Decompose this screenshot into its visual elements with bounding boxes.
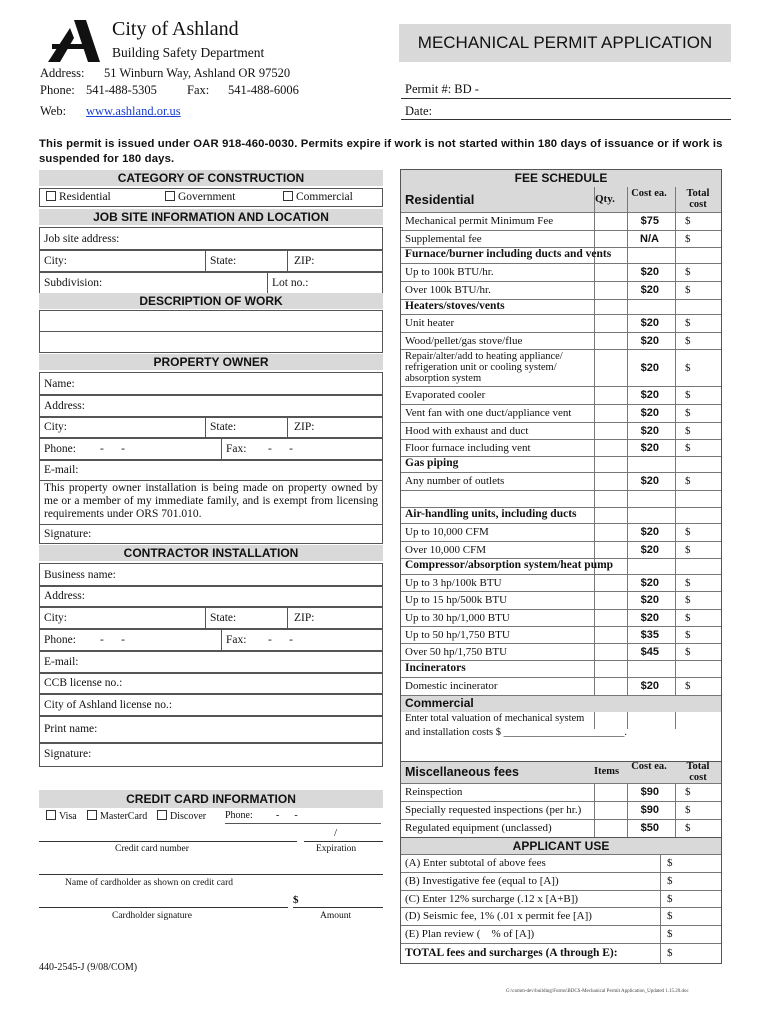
fee-total: $: [685, 407, 691, 419]
applicant-desc: (A) Enter subtotal of above fees: [405, 857, 546, 869]
fee-cost: $90: [640, 786, 659, 798]
fee-cost: $20: [640, 475, 659, 487]
jobsite-city-label: City:: [44, 255, 68, 267]
items-column-header: Items: [594, 766, 620, 777]
air-section-title: Air-handling units, including ducts: [405, 508, 577, 520]
fee-cost: $20: [640, 442, 659, 454]
fee-desc: Repair/alter/add to heating appliance/ refrigeration unit or cooling system/ absorption system: [405, 351, 563, 384]
applicant-dollar: $: [667, 928, 673, 940]
amount-dollar-sign: $: [293, 894, 299, 906]
jobsite-header: JOB SITE INFORMATION AND LOCATION: [39, 209, 383, 225]
contractor-header: CONTRACTOR INSTALLATION: [39, 545, 383, 561]
form-title: MECHANICAL PERMIT APPLICATION: [399, 24, 731, 62]
owner-zip-field[interactable]: [287, 417, 383, 438]
fee-desc: Any number of outlets: [405, 475, 505, 487]
permit-notice: This permit is issued under OAR 918-460-0030. Permits expire if work is not started within 180 days of issuance or if work is suspended for 180 days.: [39, 138, 723, 165]
fee-row-reinspection: [401, 783, 721, 801]
mastercard-checkbox[interactable]: [87, 810, 147, 822]
fee-desc: Unit heater: [405, 317, 455, 329]
commercial-section-title: Commercial: [405, 696, 474, 710]
commercial-valuation-text: Enter total valuation of mechanical system: [405, 713, 585, 724]
checkbox-icon: [283, 191, 293, 201]
fee-row-special-inspection: [401, 801, 721, 819]
fee-total: $: [685, 544, 691, 556]
owner-address-field[interactable]: [39, 395, 383, 417]
date-label: Date:: [405, 104, 433, 118]
print-name-label: Print name:: [44, 723, 98, 735]
fee-row-comp-1: [401, 574, 721, 592]
commercial-checkbox[interactable]: [283, 191, 353, 203]
fee-row-heater-6: [401, 422, 721, 440]
owner-email-label: E-mail:: [44, 464, 79, 476]
web-label: Web:: [40, 104, 67, 118]
compressor-section-title: Compressor/absorption system/heat pump: [405, 559, 614, 571]
owner-city-label: City:: [44, 421, 68, 433]
fee-row-comp-2: [401, 591, 721, 609]
applicant-row-c[interactable]: [401, 890, 721, 908]
applicant-dollar: $: [667, 947, 673, 959]
residential-section-title: Residential: [405, 192, 475, 207]
fee-total: $: [685, 266, 691, 278]
fee-row-incinerator: [401, 677, 721, 695]
subdivision-field[interactable]: [39, 272, 268, 294]
city-logo: [48, 20, 100, 62]
owner-phone-field[interactable]: [39, 438, 222, 460]
fee-desc: Over 100k BTU/hr.: [405, 284, 491, 296]
fee-desc: Up to 3 hp/100k BTU: [405, 577, 502, 589]
fee-total: $: [685, 612, 691, 624]
fee-row-heater-2: [401, 332, 721, 350]
credit-card-header: CREDIT CARD INFORMATION: [39, 790, 383, 808]
fee-total: $: [685, 577, 691, 589]
fee-desc: Wood/pellet/gas stove/flue: [405, 335, 523, 347]
fee-cost: $35: [640, 629, 659, 641]
phone-label: Phone:: [40, 83, 75, 97]
contractor-zip-label: ZIP:: [294, 612, 315, 624]
fee-row-air-2: [401, 541, 721, 559]
contractor-email-label: E-mail:: [44, 656, 79, 668]
amount-line[interactable]: [293, 907, 383, 908]
owner-exemption-statement: This property owner installation is being made on property owned by me or a member of my immediate family, and is exempt from licensing requirements under ORS 701.010.: [44, 482, 378, 520]
fee-total: $: [685, 646, 691, 658]
fee-desc: Evaporated cooler: [405, 389, 486, 401]
subdivision-label: Subdivision:: [44, 277, 103, 289]
fee-cost: $20: [640, 594, 659, 606]
applicant-row-e[interactable]: [401, 925, 721, 943]
fee-row-comp-5: [401, 643, 721, 661]
fee-row-air-1: [401, 523, 721, 541]
fee-cost: $20: [640, 284, 659, 296]
mastercard-label: MasterCard: [100, 811, 148, 822]
discover-label: Discover: [170, 811, 207, 822]
cardholder-signature-label: Cardholder signature: [112, 911, 192, 921]
contractor-address-field[interactable]: [39, 586, 383, 607]
fee-desc: Mechanical permit Minimum Fee: [405, 215, 554, 227]
contractor-signature-label: Signature:: [44, 748, 92, 760]
expiration-slash: /: [334, 827, 338, 839]
fee-total: $: [685, 362, 691, 374]
fee-row-heater-7: [401, 439, 721, 457]
fee-desc: Up to 15 hp/500k BTU: [405, 594, 508, 606]
jobsite-address-field[interactable]: [39, 227, 383, 250]
address-label: Address:: [40, 66, 85, 80]
fee-total: $: [685, 233, 691, 245]
visa-label: Visa: [59, 811, 77, 822]
applicant-total-label: TOTAL fees and surcharges (A through E):: [405, 947, 618, 959]
fee-row-comp-4: [401, 626, 721, 644]
file-path: G:\comm-dev\building\Forms\BDCS-Mechanical Permit Application_Updated 1.15.20.doc: [506, 989, 689, 994]
fee-desc: Up to 50 hp/1,750 BTU: [405, 629, 510, 641]
card-number-label: Credit card number: [115, 844, 189, 854]
owner-phone-label: Phone:: [44, 443, 76, 455]
misc-fees-title: Miscellaneous fees: [405, 765, 519, 779]
contractor-state-field[interactable]: [205, 607, 288, 629]
cardholder-signature-line[interactable]: [39, 907, 288, 908]
qty-column-header: Qty.: [595, 193, 615, 205]
fee-desc: Regulated equipment (unclassed): [405, 822, 552, 834]
gas-section-title: Gas piping: [405, 457, 459, 469]
owner-zip-label: ZIP:: [294, 421, 315, 433]
applicant-desc: (D) Seismic fee, 1% (.01 x permit fee [A]): [405, 910, 592, 922]
card-number-line[interactable]: [39, 841, 297, 842]
contractor-phone-label: Phone:: [44, 634, 76, 646]
fee-cost: $20: [640, 335, 659, 347]
fee-cost: $75: [640, 215, 659, 227]
contractor-state-label: State:: [210, 612, 237, 624]
fee-desc: Floor furnace including vent: [405, 442, 531, 454]
web-link[interactable]: www.ashland.or.us: [86, 104, 181, 118]
government-checkbox[interactable]: [165, 191, 235, 203]
owner-signature-label: Signature:: [44, 528, 92, 540]
fee-total: $: [685, 442, 691, 454]
fee-total: $: [685, 822, 691, 834]
form-number: 440-2545-J (9/08/COM): [39, 962, 138, 973]
applicant-desc: (C) Enter 12% surcharge (.12 x [A+B]): [405, 893, 579, 905]
applicant-dollar: $: [667, 910, 673, 922]
jobsite-zip-label: ZIP:: [294, 255, 315, 267]
contractor-email-field[interactable]: [39, 651, 383, 673]
ashland-license-label: City of Ashland license no.:: [44, 699, 173, 711]
applicant-row-d[interactable]: [401, 907, 721, 925]
fee-total: $: [685, 389, 691, 401]
fee-total: $: [685, 215, 691, 227]
owner-email-field[interactable]: [39, 460, 383, 481]
fee-desc: Up to 100k BTU/hr.: [405, 266, 494, 278]
owner-fax-label: Fax:: [226, 443, 247, 455]
fee-row-supplemental: [401, 230, 721, 248]
checkbox-icon: [157, 810, 167, 820]
fee-cost: $20: [640, 389, 659, 401]
fee-row-heater-5: [401, 404, 721, 422]
fee-row-comp-3: [401, 609, 721, 627]
fee-desc: Up to 30 hp/1,000 BTU: [405, 612, 510, 624]
fee-cost: $20: [640, 425, 659, 437]
print-name-field[interactable]: [39, 716, 383, 743]
amount-label: Amount: [320, 911, 352, 921]
contractor-signature-field[interactable]: [39, 743, 383, 767]
misc-total-column-header: Total cost: [686, 761, 710, 783]
fee-desc: Supplemental fee: [405, 233, 482, 245]
owner-name-field[interactable]: [39, 372, 383, 395]
fee-total: $: [685, 425, 691, 437]
fee-cost: $20: [640, 680, 659, 692]
phone-value: 541-488-5305: [86, 83, 157, 97]
fee-desc: Domestic incinerator: [405, 680, 498, 692]
owner-phone-dashes: - -: [100, 443, 125, 455]
jobsite-city-field[interactable]: [39, 250, 206, 272]
contractor-fax-label: Fax:: [226, 634, 247, 646]
lot-field[interactable]: [267, 272, 383, 294]
contractor-city-label: City:: [44, 612, 68, 624]
department-name: Building Safety Department: [112, 45, 265, 60]
fee-total: $: [685, 284, 691, 296]
fee-total: $: [685, 475, 691, 487]
contractor-fax-dashes: - -: [268, 634, 293, 646]
fee-cost: $20: [640, 612, 659, 624]
applicant-row-a[interactable]: [401, 854, 721, 872]
fee-total: $: [685, 804, 691, 816]
fee-cost: $20: [640, 266, 659, 278]
owner-header: PROPERTY OWNER: [39, 354, 383, 370]
commercial-valuation-input[interactable]: and installation costs $ _______________________.: [405, 727, 627, 738]
owner-state-label: State:: [210, 421, 237, 433]
checkbox-icon: [46, 810, 56, 820]
owner-fax-dashes: - -: [268, 443, 293, 455]
fee-cost: $20: [640, 544, 659, 556]
fee-desc: Up to 10,000 CFM: [405, 526, 489, 538]
cardholder-name-label: Name of cardholder as shown on credit card: [65, 878, 234, 888]
fee-desc: Over 10,000 CFM: [405, 544, 486, 556]
fee-row-heater-3: [401, 349, 721, 386]
incinerators-section-title: Incinerators: [405, 662, 466, 674]
fee-row-furnace-1: [401, 263, 721, 281]
contractor-phone-field[interactable]: [39, 629, 222, 651]
total-column-header: Total cost: [686, 188, 710, 210]
category-header: CATEGORY OF CONSTRUCTION: [39, 170, 383, 186]
visa-checkbox[interactable]: [46, 810, 77, 822]
city-name: City of Ashland: [112, 18, 239, 40]
fee-cost: $20: [640, 526, 659, 538]
applicant-use-header: APPLICANT USE: [401, 837, 721, 855]
credit-phone-dashes: - -: [276, 810, 298, 821]
business-name-field[interactable]: [39, 563, 383, 586]
description-line-2[interactable]: [39, 331, 383, 353]
fee-row-regulated-equipment: [401, 819, 721, 837]
applicant-desc: (E) Plan review ( % of [A]): [405, 928, 535, 940]
fee-total: $: [685, 526, 691, 538]
contractor-city-field[interactable]: [39, 607, 206, 629]
expiration-line[interactable]: [304, 841, 383, 842]
cardholder-name-line[interactable]: [39, 874, 383, 875]
description-line-1[interactable]: [39, 310, 383, 332]
lot-label: Lot no.:: [272, 277, 309, 289]
owner-signature-field[interactable]: [39, 524, 383, 544]
owner-state-field[interactable]: [205, 417, 288, 438]
applicant-desc: (B) Investigative fee (equal to [A]): [405, 875, 559, 887]
ccb-license-label: CCB license no.:: [44, 677, 123, 689]
fee-row-gas-blank: [401, 490, 721, 508]
checkbox-icon: [165, 191, 175, 201]
contractor-phone-dashes: - -: [100, 634, 125, 646]
residential-checkbox[interactable]: [46, 191, 111, 203]
description-header: DESCRIPTION OF WORK: [39, 293, 383, 309]
permit-number-label: Permit #: BD -: [405, 82, 479, 96]
fee-cost: $90: [640, 804, 659, 816]
fee-total: $: [685, 786, 691, 798]
fax-label: Fax:: [187, 83, 210, 97]
credit-phone-label: Phone:: [225, 810, 253, 821]
fax-value: 541-488-6006: [228, 83, 299, 97]
discover-checkbox[interactable]: [157, 810, 206, 822]
owner-fax-field[interactable]: [221, 438, 383, 460]
fee-row-heater-1: [401, 314, 721, 332]
fee-total: $: [685, 680, 691, 692]
fee-desc: Reinspection: [405, 786, 463, 798]
fee-row-gas: [401, 472, 721, 490]
business-name-label: Business name:: [44, 569, 116, 581]
owner-city-field[interactable]: [39, 417, 206, 438]
applicant-dollar: $: [667, 875, 673, 887]
fee-row-heater-4: [401, 386, 721, 404]
fee-schedule-header: FEE SCHEDULE: [401, 170, 721, 187]
fee-desc: Vent fan with one duct/appliance vent: [405, 407, 572, 419]
residential-label: Residential: [59, 191, 111, 203]
ashland-license-field[interactable]: [39, 694, 383, 716]
furnace-section-title: Furnace/burner including ducts and vents: [405, 248, 612, 260]
checkbox-icon: [87, 810, 97, 820]
fee-row-furnace-2: [401, 281, 721, 299]
jobsite-address-label: Job site address:: [44, 233, 120, 245]
jobsite-state-field[interactable]: [205, 250, 288, 272]
owner-name-label: Name:: [44, 378, 75, 390]
owner-address-label: Address:: [44, 400, 85, 412]
contractor-address-label: Address:: [44, 590, 85, 602]
applicant-dollar: $: [667, 893, 673, 905]
misc-cost-column-header: Cost ea.: [631, 761, 667, 772]
fee-cost: $20: [640, 577, 659, 589]
government-label: Government: [178, 191, 236, 203]
fee-total: $: [685, 629, 691, 641]
applicant-dollar: $: [667, 857, 673, 869]
checkbox-icon: [46, 191, 56, 201]
address-value: 51 Winburn Way, Ashland OR 97520: [104, 66, 291, 80]
jobsite-state-label: State:: [210, 255, 237, 267]
fee-desc: Hood with exhaust and duct: [405, 425, 529, 437]
fee-total: $: [685, 594, 691, 606]
expiration-label: Expiration: [316, 844, 357, 854]
fee-desc: Over 50 hp/1,750 BTU: [405, 646, 508, 658]
fee-cost: $45: [640, 646, 659, 658]
contractor-fax-field[interactable]: [221, 629, 383, 651]
fee-desc: Specially requested inspections (per hr.): [405, 804, 582, 816]
fee-cost: $20: [640, 362, 659, 374]
fee-total: $: [685, 317, 691, 329]
jobsite-zip-field[interactable]: [287, 250, 383, 272]
contractor-zip-field[interactable]: [287, 607, 383, 629]
fee-cost: $50: [640, 822, 659, 834]
fee-cost: N/A: [640, 233, 659, 245]
ccb-license-field[interactable]: [39, 673, 383, 694]
heaters-section-title: Heaters/stoves/vents: [405, 300, 505, 312]
cost-column-header: Cost ea.: [631, 188, 667, 199]
applicant-row-total[interactable]: [401, 943, 721, 964]
fee-total: $: [685, 335, 691, 347]
applicant-row-b[interactable]: [401, 872, 721, 890]
commercial-label: Commercial: [296, 191, 353, 203]
fee-row-min: [401, 212, 721, 230]
fee-cost: $20: [640, 317, 659, 329]
fee-cost: $20: [640, 407, 659, 419]
